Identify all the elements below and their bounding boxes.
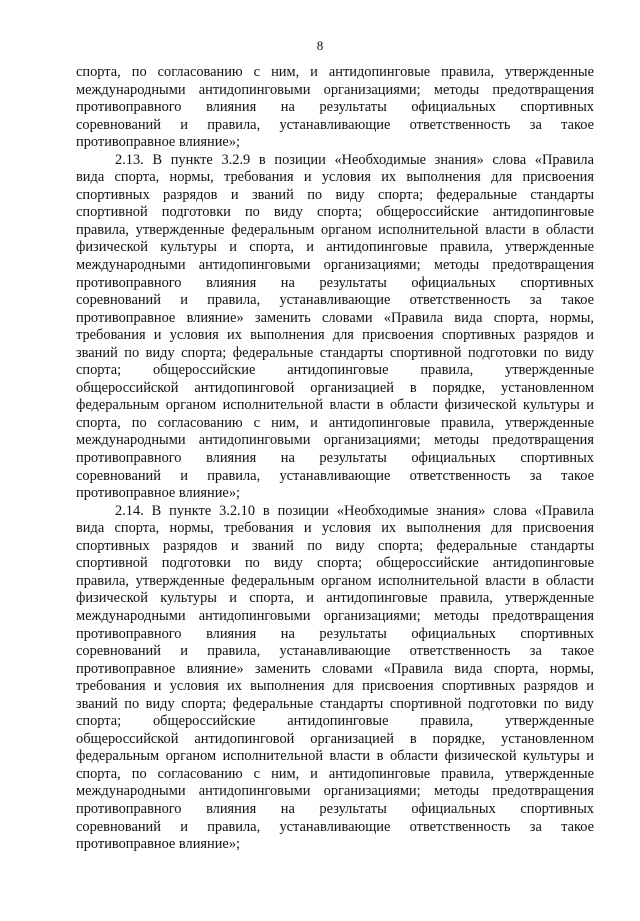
text-line: соревнований и правила, устанавливающие ответственность за такое — [76, 116, 594, 133]
text-line: противоправного влияния на результаты официальных спортивных — [76, 274, 594, 291]
text-line: противоправное влияние»; — [76, 134, 241, 151]
text-line: противоправное влияние» заменить словами «Правила вида спорта, нормы, — [76, 660, 594, 677]
text-line: правила, утвержденные федеральным органом исполнительной власти в области — [76, 572, 594, 589]
text-line: международными антидопинговыми организациями; методы предотвращения — [76, 432, 594, 449]
page-number: 8 — [316, 38, 324, 53]
text-line: спорта; общероссийские антидопинговые правила, утвержденные — [76, 362, 594, 379]
text-line: спортивной подготовки по виду спорта; общероссийские антидопинговые — [76, 204, 594, 221]
text-line: званий по виду спорта; федеральные стандарты спортивной подготовки по виду — [76, 344, 594, 361]
text-line: международными антидопинговыми организациями; методы предотвращения — [76, 81, 594, 98]
text-line: соревнований и правила, устанавливающие ответственность за такое — [76, 292, 594, 309]
text-line: общероссийской антидопинговой организацией в порядке, установленном — [76, 379, 594, 396]
text-line: общероссийской антидопинговой организацией в порядке, установленном — [76, 730, 594, 747]
text-line: спорта; общероссийские антидопинговые правила, утвержденные — [76, 713, 594, 730]
text-line: международными антидопинговыми организациями; методы предотвращения — [76, 257, 594, 274]
text-line: спортивных разрядов и званий по виду спорта; федеральные стандарты — [76, 537, 594, 554]
text-line: соревнований и правила, устанавливающие ответственность за такое — [76, 643, 594, 660]
text-line: противоправного влияния на результаты официальных спортивных — [76, 450, 594, 467]
text-line: вида спорта, нормы, требования и условия их выполнения для присвоения — [76, 169, 594, 186]
text-line: противоправного влияния на результаты официальных спортивных — [76, 800, 594, 817]
text-line: требования и условия их выполнения для присвоения спортивных разрядов и — [76, 678, 594, 695]
text-line: званий по виду спорта; федеральные стандарты спортивной подготовки по виду — [76, 695, 594, 712]
text-line: международными антидопинговыми организациями; методы предотвращения — [76, 783, 594, 800]
text-line: спорта, по согласованию с ним, и антидопинговые правила, утвержденные — [76, 414, 594, 431]
text-line: вида спорта, нормы, требования и условия их выполнения для присвоения — [76, 520, 594, 537]
document-body — [76, 64, 594, 854]
text-line: физической культуры и спорта, и антидопинговые правила, утвержденные — [76, 239, 594, 256]
text-line: противоправное влияние»; — [76, 836, 241, 853]
text-line: противоправное влияние»; — [76, 485, 241, 502]
text-line: физической культуры и спорта, и антидопинговые правила, утвержденные — [76, 590, 594, 607]
text-line: спортивных разрядов и званий по виду спорта; федеральные стандарты — [76, 186, 594, 203]
text-line: требования и условия их выполнения для присвоения спортивных разрядов и — [76, 327, 594, 344]
text-line: соревнований и правила, устанавливающие ответственность за такое — [76, 818, 594, 835]
text-line: спортивной подготовки по виду спорта; общероссийские антидопинговые — [76, 555, 594, 572]
text-line: федеральным органом исполнительной власти в области физической культуры и — [76, 748, 594, 765]
text-line: 2.13. В пункте 3.2.9 в позиции «Необходимые знания» слова «Правила — [115, 151, 594, 168]
text-line: противоправного влияния на результаты официальных спортивных — [76, 99, 594, 116]
text-line: спорта, по согласованию с ним, и антидопинговые правила, утвержденные — [76, 64, 594, 80]
text-line: спорта, по согласованию с ним, и антидопинговые правила, утвержденные — [76, 765, 594, 782]
text-line: федеральным органом исполнительной власти в области физической культуры и — [76, 397, 594, 414]
text-line: противоправное влияние» заменить словами «Правила вида спорта, нормы, — [76, 309, 594, 326]
text-line: соревнований и правила, устанавливающие ответственность за такое — [76, 467, 594, 484]
text-line: противоправного влияния на результаты официальных спортивных — [76, 625, 594, 642]
text-line: международными антидопинговыми организациями; методы предотвращения — [76, 607, 594, 624]
text-line: правила, утвержденные федеральным органом исполнительной власти в области — [76, 221, 594, 238]
text-line: 2.14. В пункте 3.2.10 в позиции «Необходимые знания» слова «Правила — [115, 502, 594, 519]
